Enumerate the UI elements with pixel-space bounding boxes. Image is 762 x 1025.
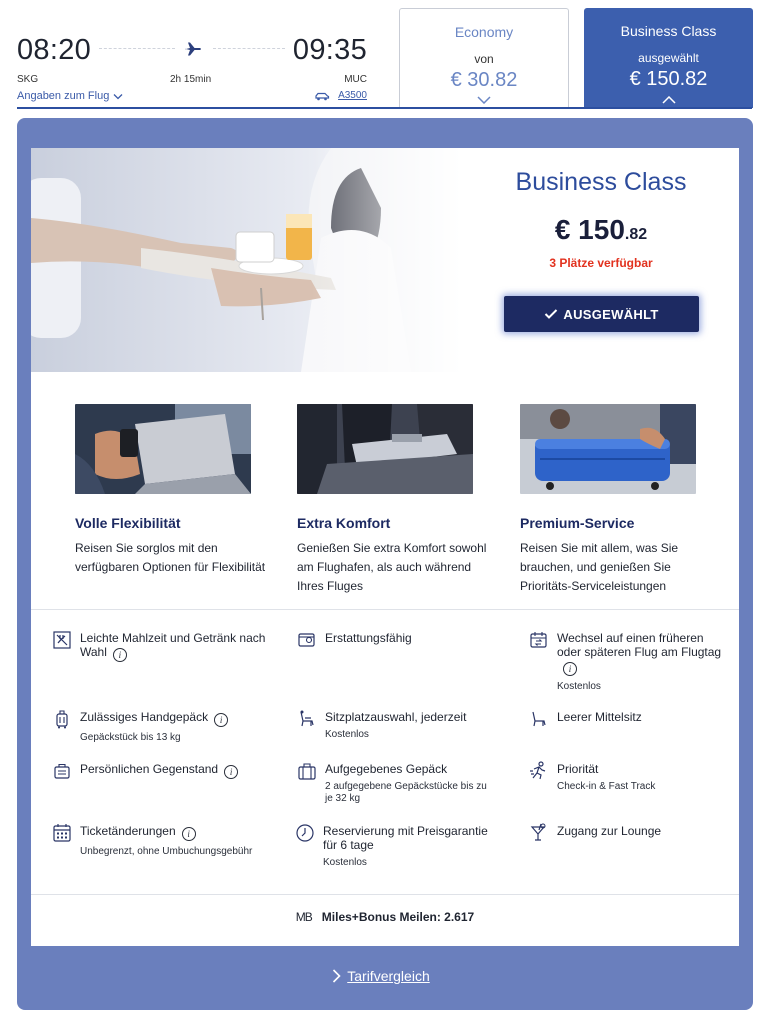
departure-time: 08:20 (17, 34, 92, 66)
benefit-title: Persönlichen Gegenstand (80, 762, 219, 776)
miles-bonus (31, 910, 739, 924)
benefit-title: Priorität (557, 762, 599, 776)
feature-description: Reisen Sie mit allem, was Sie brauchen, und genießen Sie Prioritäts-Serviceleistungen (520, 541, 679, 593)
benefit-subtitle: Check-in & Fast Track (557, 781, 656, 792)
fare-comparison-label: Tarifvergleich (347, 968, 430, 984)
feature-premium-service (520, 404, 720, 596)
feature-title: Premium-Service (520, 515, 635, 531)
bag-icon (52, 761, 72, 781)
fare-tab-economy[interactable] (399, 8, 569, 108)
benefit-title: Wechsel auf einen früheren oder späteren Flug am Flugtag (557, 631, 722, 659)
fare-name: Economy (454, 24, 514, 40)
departure-airport-code: SKG (17, 74, 39, 85)
selected-button[interactable] (504, 296, 699, 332)
route-line (213, 48, 285, 49)
feature-comfort (297, 404, 497, 596)
route-line (99, 48, 175, 49)
benefit-title: Aufgegebenes Gepäck (325, 762, 448, 776)
feature-title: Extra Komfort (297, 515, 391, 531)
feature-description: Reisen Sie sorglos mit den verfügbaren Optionen für Flexibilität (75, 541, 266, 574)
comfort-image (297, 404, 473, 494)
benefit-title: Ticketänderungen (80, 824, 176, 838)
flight-duration: 2h 15min (170, 74, 212, 85)
selected-fare-title: Business Class (515, 168, 687, 196)
benefit-ticket-changes (52, 824, 292, 858)
divider (31, 894, 739, 895)
checkmark-icon (544, 308, 558, 320)
hero-image (31, 148, 463, 372)
benefit-lounge (529, 824, 729, 843)
airplane-icon (183, 39, 203, 59)
arrival-airport-code: MUC (344, 74, 367, 85)
chevron-down-icon (477, 96, 491, 104)
benefit-title: Erstattungsfähig (325, 631, 412, 645)
flight-number: A3500 (338, 90, 367, 101)
suitcase-icon (297, 761, 317, 781)
trolley-icon (52, 709, 72, 729)
empty-seat-icon (529, 709, 549, 729)
miles-label: Miles+Bonus Meilen: (321, 910, 441, 924)
car-icon (314, 91, 330, 101)
benefit-refund (297, 631, 532, 650)
chevron-up-icon (662, 96, 676, 104)
benefit-title: Sitzplatzauswahl, jederzeit (325, 710, 467, 724)
price-main: € 150 (554, 214, 625, 245)
benefit-seat-selection (297, 710, 532, 741)
feature-description: Genießen Sie extra Komfort sowohl am Flughafen, als auch während Ihres Fluges (297, 541, 487, 593)
selected-button-label: AUSGEWÄHLT (563, 306, 659, 322)
flight-summary (17, 8, 369, 108)
selected-fare-price (471, 214, 731, 246)
refund-icon (297, 630, 317, 650)
meal-icon (52, 630, 72, 650)
fare-price: € 30.82 (450, 69, 518, 91)
benefit-subtitle: Gepäckstück bis 13 kg (80, 732, 181, 743)
feature-title: Volle Flexibilität (75, 515, 181, 531)
miles-value: 2.617 (444, 910, 475, 924)
benefit-personal-item (52, 762, 287, 781)
benefit-title: Leerer Mittelsitz (557, 710, 642, 724)
seat-icon (297, 709, 317, 729)
info-icon[interactable]: i (182, 827, 196, 841)
benefit-subtitle: Kostenlos (557, 681, 601, 692)
fare-details-card (31, 148, 739, 946)
benefit-hand-luggage (52, 710, 287, 744)
info-icon[interactable]: i (113, 648, 127, 662)
benefit-title: Zulässiges Handgepäck (80, 710, 209, 724)
benefit-price-guarantee (295, 824, 495, 869)
priority-runner-icon (529, 761, 549, 781)
fare-selected-label: ausgewählt (638, 51, 699, 65)
divider (31, 609, 739, 610)
feature-flexibility (75, 404, 275, 577)
fare-price: € 150.82 (629, 68, 708, 90)
benefit-subtitle: 2 aufgegebene Gepäckstücke bis zu je 32 kg (325, 781, 487, 804)
flight-details-label: Angaben zum Flug (17, 90, 110, 102)
flight-details-link[interactable] (17, 90, 123, 102)
flight-number-link[interactable] (314, 90, 367, 101)
clock-icon (295, 823, 315, 843)
fare-comparison-link[interactable] (0, 968, 762, 984)
benefit-change-flight (529, 631, 729, 693)
fare-tab-business[interactable] (584, 8, 753, 108)
benefit-meal (52, 631, 287, 662)
calendar-icon (52, 823, 72, 843)
price-cents: .82 (624, 226, 648, 243)
chevron-right-icon (332, 969, 341, 983)
seats-available: 3 Plätze verfügbar (549, 256, 653, 270)
premium-service-image (520, 404, 696, 494)
flexibility-image (75, 404, 251, 494)
fare-name: Business Class (620, 23, 717, 39)
benefit-subtitle: Kostenlos (325, 729, 369, 740)
selection-underline (17, 107, 752, 109)
miles-bonus-logo: MB (295, 910, 312, 924)
info-icon[interactable]: i (224, 765, 238, 779)
benefit-empty-middle-seat (529, 710, 729, 729)
benefit-subtitle: Unbegrenzt, ohne Umbuchungsgebühr (80, 846, 253, 857)
benefit-title: Reservierung mit Preisgarantie für 6 tage (323, 824, 488, 852)
fare-from-label: von (474, 52, 494, 66)
benefit-checked-bag (297, 762, 497, 805)
calendar-swap-icon (529, 630, 549, 650)
benefit-priority (529, 762, 729, 793)
arrival-time: 09:35 (292, 34, 367, 66)
benefit-title: Zugang zur Lounge (557, 824, 662, 838)
info-icon[interactable]: i (563, 662, 577, 676)
cocktail-icon (529, 823, 549, 843)
chevron-down-icon (113, 93, 123, 100)
info-icon[interactable]: i (214, 713, 228, 727)
benefit-subtitle: Kostenlos (323, 857, 367, 868)
benefit-title: Leichte Mahlzeit und Getränk nach Wahl (80, 631, 266, 659)
